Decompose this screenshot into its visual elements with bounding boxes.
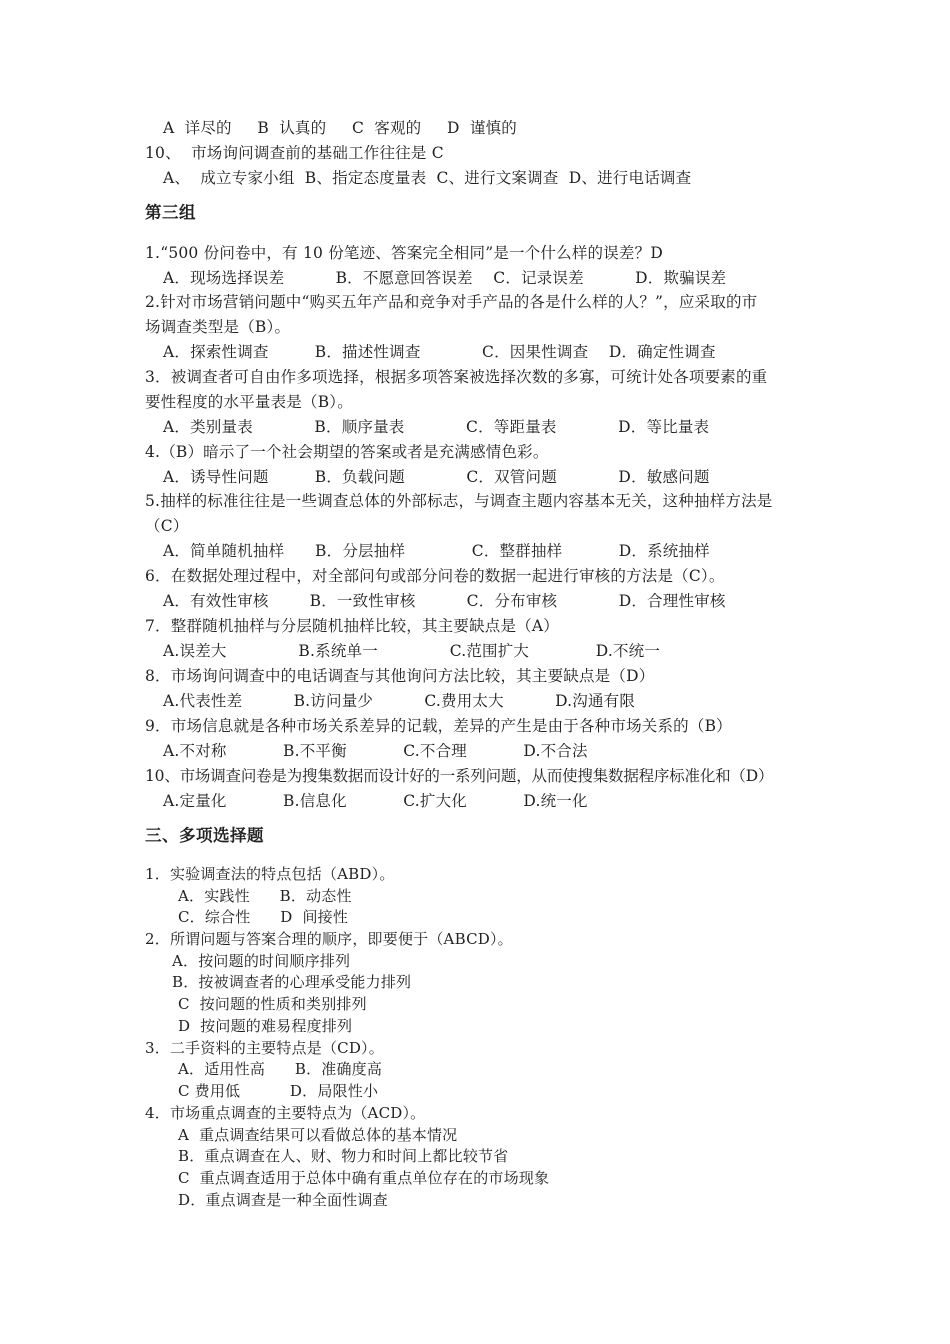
mq-option: C 费用低 D．局限性小 xyxy=(178,1082,379,1100)
mq-stem: 2．所谓问题与答案合理的顺序，即要便于（ABCD）。 xyxy=(145,930,513,948)
mq-option: A 重点调查结果可以看做总体的基本情况 xyxy=(178,1126,458,1144)
q-stem: 8．市场询问调查中的电话调查与其他询问方法比较，其主要缺点是（D） xyxy=(145,667,655,685)
group2-q10-stem: 10、 市场询问调查前的基础工作往往是 C xyxy=(145,144,444,162)
mq-option: B．按被调查者的心理承受能力排列 xyxy=(172,973,412,991)
mq-stem: 4．市场重点调查的主要特点为（ACD）。 xyxy=(145,1104,426,1122)
mq-option: C 重点调查适用于总体中确有重点单位存在的市场现象 xyxy=(178,1169,550,1187)
mq-option: C．综合性 D 间接性 xyxy=(178,908,349,926)
mq-option: D．重点调查是一种全面性调查 xyxy=(178,1191,388,1209)
group2-q9-options: A 详尽的 B 认真的 C 客观的 D 谨慎的 xyxy=(163,119,517,137)
mq-option: D 按问题的难易程度排列 xyxy=(178,1017,353,1035)
mq-stem: 3．二手资料的主要特点是（CD）。 xyxy=(145,1039,384,1057)
q-stem: 6．在数据处理过程中，对全部问句或部分问卷的数据一起进行审核的方法是（C）。 xyxy=(145,567,725,585)
q-options: A．探索性调查 B．描述性调查 C．因果性调查 D．确定性调查 xyxy=(163,343,716,361)
group3-heading: 第三组 xyxy=(145,203,196,222)
section3-heading: 三、多项选择题 xyxy=(145,826,264,845)
q-stem: 7．整群随机抽样与分层随机抽样比较，其主要缺点是（A） xyxy=(145,617,559,635)
q-stem-cont: 要性程度的水平量表是（B）。 xyxy=(145,393,353,411)
q-stem-cont: 场调查类型是（B）。 xyxy=(145,318,291,336)
group2-q10-options: A、 成立专家小组 B、指定态度量表 C、进行文案调查 D、进行电话调查 xyxy=(163,169,692,187)
q-stem: 5.抽样的标准往往是一些调查总体的外部标志，与调查主题内容基本无关，这种抽样方法是 xyxy=(145,492,773,510)
mq-stem: 1．实验调查法的特点包括（ABD）。 xyxy=(145,865,395,883)
q-stem: 4.（B）暗示了一个社会期望的答案或者是充满感情色彩。 xyxy=(145,443,549,461)
mq-option: A．按问题的时间顺序排列 xyxy=(172,952,351,970)
q-stem: 9．市场信息就是各种市场关系差异的记载，差异的产生是由于各种市场关系的（B） xyxy=(145,717,732,735)
q-options: A.定量化 B.信息化 C.扩大化 D.统一化 xyxy=(163,792,588,810)
q-stem-cont: （C） xyxy=(145,517,189,535)
mq-option: C 按问题的性质和类别排列 xyxy=(178,995,367,1013)
mq-option: A．适用性高 B．准确度高 xyxy=(178,1060,383,1078)
q-stem: 2.针对市场营销问题中“购买五年产品和竞争对手产品的各是什么样的人？”，应采取的市 xyxy=(145,293,758,311)
q-stem: 3．被调查者可自由作多项选择，根据多项答案被选择次数的多寡，可统计处各项要素的重 xyxy=(145,368,768,386)
q-stem: 1.“500 份问卷中，有 10 份笔迹、答案完全相同”是一个什么样的误差？D xyxy=(145,244,663,262)
q-options: A.不对称 B.不平衡 C.不合理 D.不合法 xyxy=(163,742,588,760)
q-options: A．有效性审核 B．一致性审核 C．分布审核 D．合理性审核 xyxy=(163,592,726,610)
q-options: A．类别量表 B．顺序量表 C．等距量表 D．等比量表 xyxy=(163,418,710,436)
mq-option: B．重点调查在人、财、物力和时间上都比较节省 xyxy=(178,1147,509,1165)
q-options: A．现场选择误差 B．不愿意回答误差 C．记录误差 D．欺骗误差 xyxy=(163,269,727,287)
q-options: A.误差大 B.系统单一 C.范围扩大 D.不统一 xyxy=(163,642,661,660)
mq-option: A．实践性 B．动态性 xyxy=(178,887,352,905)
q-options: A．简单随机抽样 B．分层抽样 C．整群抽样 D．系统抽样 xyxy=(163,542,710,560)
q-stem: 10、市场调查问卷是为搜集数据而设计好的一系列问题，从而使搜集数据程序标准化和（D） xyxy=(145,767,774,785)
q-options: A．诱导性问题 B．负载问题 C．双管问题 D．敏感问题 xyxy=(163,468,710,486)
q-options: A.代表性差 B.访问量少 C.费用太大 D.沟通有限 xyxy=(163,692,636,710)
